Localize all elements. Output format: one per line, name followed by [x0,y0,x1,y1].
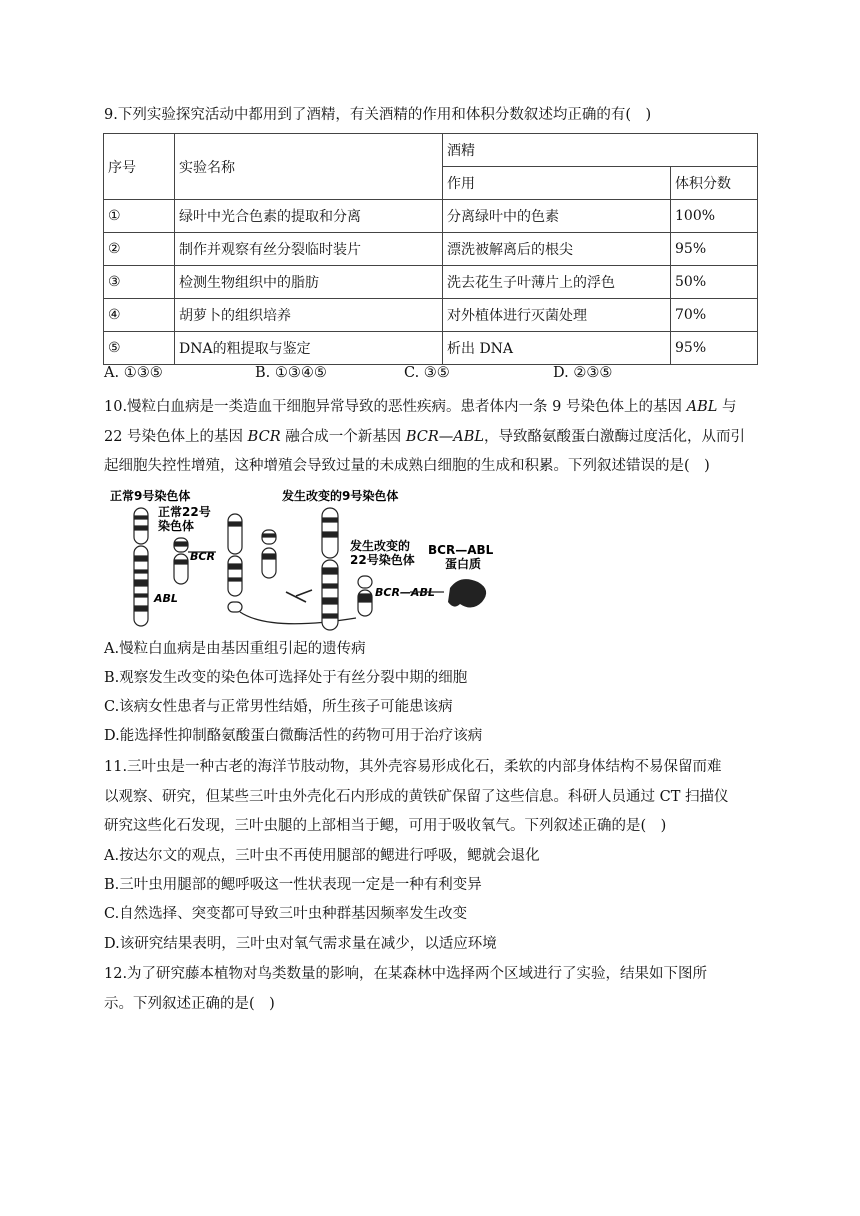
q10-line-2 [104,426,745,448]
q9-option-d: D. ②③⑤ [553,365,613,381]
cell-ratio: 95% [671,332,758,365]
label-changed-22-l2: 22号染色体 [350,553,415,567]
q11-option-d: D.该研究结果表明，三叶虫对氧气需求量在减少，以适应环境 [104,936,497,952]
cell-name: 胡萝卜的组织培养 [175,299,443,332]
label-changed-22-l1: 发生改变的 [350,539,411,553]
cell-ratio: 50% [671,266,758,299]
table-row [104,233,758,266]
translocation-arrow [240,612,356,624]
q10-option-d: D.能选择性抑制酪氨酸蛋白微酶活性的药物可用于治疗该病 [104,728,483,744]
label-protein-l2: 蛋白质 [445,557,482,571]
table-row [104,266,758,299]
label-bcr-abl: BCR—ABL [375,586,435,599]
label-bcr: BCR [190,550,215,563]
cell-name: 绿叶中光合色素的提取和分离 [175,200,443,233]
cell-use: 析出 DNA [443,332,671,365]
q10-line-3: 起细胞失控性增殖，这种增殖会导致过量的未成熟白细胞的生成和积累。下列叙述错误的是( ) [104,458,710,474]
cell-ratio: 95% [671,233,758,266]
exchange-arrows [286,590,312,602]
label-changed-9: 发生改变的9号染色体 [282,489,399,503]
q12-line-1: 12.为了研究藤本植物对鸟类数量的影响，在某森林中选择两个区域进行了实验，结果如下图所 [104,966,708,982]
normal-chromosome-9 [134,508,148,626]
cell-no: ③ [104,266,175,299]
cell-use: 洗去花生子叶薄片上的浮色 [443,266,671,299]
cell-no: ② [104,233,175,266]
cell-use: 漂洗被解离后的根尖 [443,233,671,266]
label-normal-22-l2: 染色体 [158,519,195,533]
label-normal-22-l1: 正常22号 [158,505,211,519]
q11-line-1: 11.三叶虫是一种古老的海洋节肢动物，其外壳容易形成化石，柔软的内部身体结构不易保留而难 [104,759,722,775]
q10-text: 22 号染色体上的基因 [104,429,248,445]
header-alcohol: 酒精 [443,134,758,167]
alcohol-table [103,133,758,365]
label-protein-l1: BCR—ABL [428,543,494,557]
header-use: 作用 [443,167,671,200]
cell-name: 检测生物组织中的脂肪 [175,266,443,299]
q10-text: 10.慢粒白血病是一类造血干细胞异常导致的恶性疾病。患者体内一条 9 号染色体上的基因 [104,399,687,415]
cell-no: ④ [104,299,175,332]
chromosome-figure [110,484,530,634]
header-no: 序号 [104,134,175,200]
cell-name: DNA的粗提取与鉴定 [175,332,443,365]
gene-bcr-abl: BCR—ABL [405,429,485,445]
q10-line-1 [104,396,736,418]
table-row [104,299,758,332]
cell-no: ① [104,200,175,233]
q10-option-b: B.观察发生改变的染色体可选择处于有丝分裂中期的细胞 [104,670,468,686]
q11-option-a: A.按达尔文的观点，三叶虫不再使用腿部的鳃进行呼吸，鳃就会退化 [104,848,540,864]
cell-use: 分离绿叶中的色素 [443,200,671,233]
cell-ratio: 100% [671,200,758,233]
table-row [104,332,758,365]
gene-abl: ABL [686,399,718,415]
table-row [104,200,758,233]
normal-chromosome-22 [174,538,188,584]
q9-option-c: C. ③⑤ [404,365,450,381]
cell-name: 制作并观察有丝分裂临时装片 [175,233,443,266]
changed-chromosome-9 [322,508,338,630]
bcr-abl-protein-icon [448,579,486,607]
q11-line-3: 研究这些化石发现，三叶虫腿的上部相当于鳃，可用于吸收氧气。下列叙述正确的是( ) [104,818,667,834]
broken-chromosome-9 [228,514,242,612]
q9-stem: 9.下列实验探究活动中都用到了酒精，有关酒精的作用和体积分数叙述均正确的有( ) [104,107,652,123]
q10-text: ，导致酪氨酸蛋白激酶过度活化，从而引 [484,429,746,445]
cell-ratio: 70% [671,299,758,332]
label-abl: ABL [154,592,178,605]
q11-option-c: C.自然选择、突变都可导致三叶虫种群基因频率发生改变 [104,906,468,922]
q12-line-2: 示。下列叙述正确的是( ) [104,996,275,1012]
changed-chromosome-22 [358,576,372,616]
cell-no: ⑤ [104,332,175,365]
q11-line-2: 以观察、研究，但某些三叶虫外壳化石内形成的黄铁矿保留了这些信息。科研人员通过 CT 扫描仪 [104,789,729,805]
cell-use: 对外植体进行灭菌处理 [443,299,671,332]
q10-option-a: A.慢粒白血病是由基因重组引起的遗传病 [104,641,366,657]
header-name: 实验名称 [175,134,443,200]
q11-option-b: B.三叶虫用腿部的鳃呼吸这一性状表现一定是一种有利变异 [104,877,482,893]
label-normal-9: 正常9号染色体 [110,489,191,503]
q9-option-a: A. ①③⑤ [104,365,163,381]
q10-text: 融合成一个新基因 [280,429,406,445]
q10-option-c: C.该病女性患者与正常男性结婚，所生孩子可能患该病 [104,699,453,715]
broken-chromosome-22 [262,530,276,578]
gene-bcr: BCR [247,429,281,445]
header-ratio: 体积分数 [671,167,758,200]
q10-text: 与 [717,399,737,415]
q9-option-b: B. ①③④⑤ [255,365,327,381]
